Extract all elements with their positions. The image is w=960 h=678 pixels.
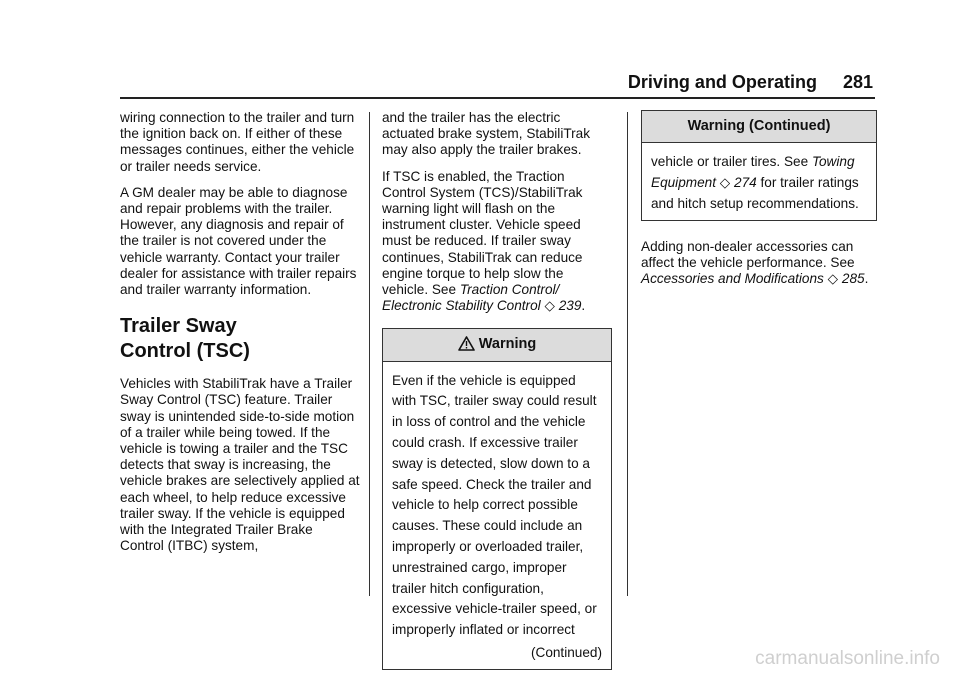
header-rule [120, 97, 875, 99]
page-header [0, 72, 873, 92]
page-reference[interactable]: ◇ 239 [544, 298, 582, 314]
warning-box-continued [641, 110, 877, 221]
paragraph: wiring connection to the trailer and turn the ignition back on. If either of these messages continues, either the vehicle or trailer needs service. [120, 110, 355, 174]
cross-reference-link[interactable]: Accessories and Modifications [641, 271, 824, 286]
section-title: Driving and Operating [627, 72, 817, 92]
page-ref-icon: ◇ [544, 298, 555, 314]
paragraph: Adding non-dealer accessories can affect the vehicle performance. See Accessories and Modifications ◇ 285. [641, 238, 869, 286]
cross-reference-link[interactable]: Traction Control/ Electronic Stability Control [382, 282, 560, 314]
column-divider-2 [627, 112, 628, 596]
warning-body: vehicle or trailer tires. See Towing Equipment ◇ 274 for trailer ratings and hitch setup recommendations. [651, 154, 859, 211]
page-ref-icon: ◇ [719, 175, 731, 190]
warning-title: Warning [383, 329, 611, 361]
cross-reference-link[interactable]: Towing Equipment [651, 154, 855, 190]
warning-body: Even if the vehicle is equipped with TSC, trailer sway could result in loss of control and the vehicle could crash. If excessive trailer sway is detected, slow down to a safe speed. Check the trailer and vehicle to help correct possible causes. These could include an improperly or overloaded trailer, unrestrained cargo, improper trailer hitch configuration, excessive vehicle-trailer speed, or improperly inflated or incorrect (Continued) [383, 362, 611, 669]
paragraph: A GM dealer may be able to diagnose and repair problems with the trailer. However, any diagnosis and repair of the trailer is not covered under the vehicle warranty. Contact your trailer dealer for assistance with trailer repairs and trailer warranty information. [120, 184, 357, 298]
column-3 [641, 110, 877, 297]
watermark: carmanualsonline.info [755, 648, 940, 669]
page-reference[interactable]: ◇ 285 [827, 271, 865, 286]
page-ref-icon: ◇ [827, 271, 839, 286]
column-1 [120, 110, 360, 564]
page-reference[interactable]: ◇ 274 [719, 175, 757, 190]
warning-box [382, 328, 612, 669]
page-number: 281 [842, 72, 873, 92]
continued-note: (Continued) [530, 645, 602, 660]
heading-line-2: Control (TSC) [120, 340, 250, 363]
paragraph: Vehicles with StabiliTrak have a Trailer Sway Control (TSC) feature. Trailer sway is unintended side-to-side motion of a trailer while being towed. If the vehicle is towing a trailer and the TSC detects that sway is increasing, the vehicle brakes are selectively applied at each wheel, to help reduce excessive trailer sway. If the vehicle is equipped with the Integrated Trailer Brake Control (ITBC) system, [120, 376, 360, 554]
paragraph: If TSC is enabled, the Traction Control System (TCS)/StabiliTrak warning light will flash on the instrument cluster. Vehicle speed must be reduced. If trailer sway continues, StabiliTrak can reduce engine torque to help slow the vehicle. See Traction Control/ Electronic Stability Control ◇ 239. [382, 168, 586, 314]
section-heading [120, 314, 360, 364]
column-2 [382, 110, 612, 670]
paragraph: and the trailer has the electric actuated brake system, StabiliTrak may also apply the trailer brakes. [382, 110, 591, 158]
heading-line-1: Trailer Sway [120, 315, 237, 338]
warning-triangle-icon [458, 336, 475, 351]
column-divider-1 [369, 112, 370, 596]
warning-title: Warning (Continued) [642, 111, 876, 143]
